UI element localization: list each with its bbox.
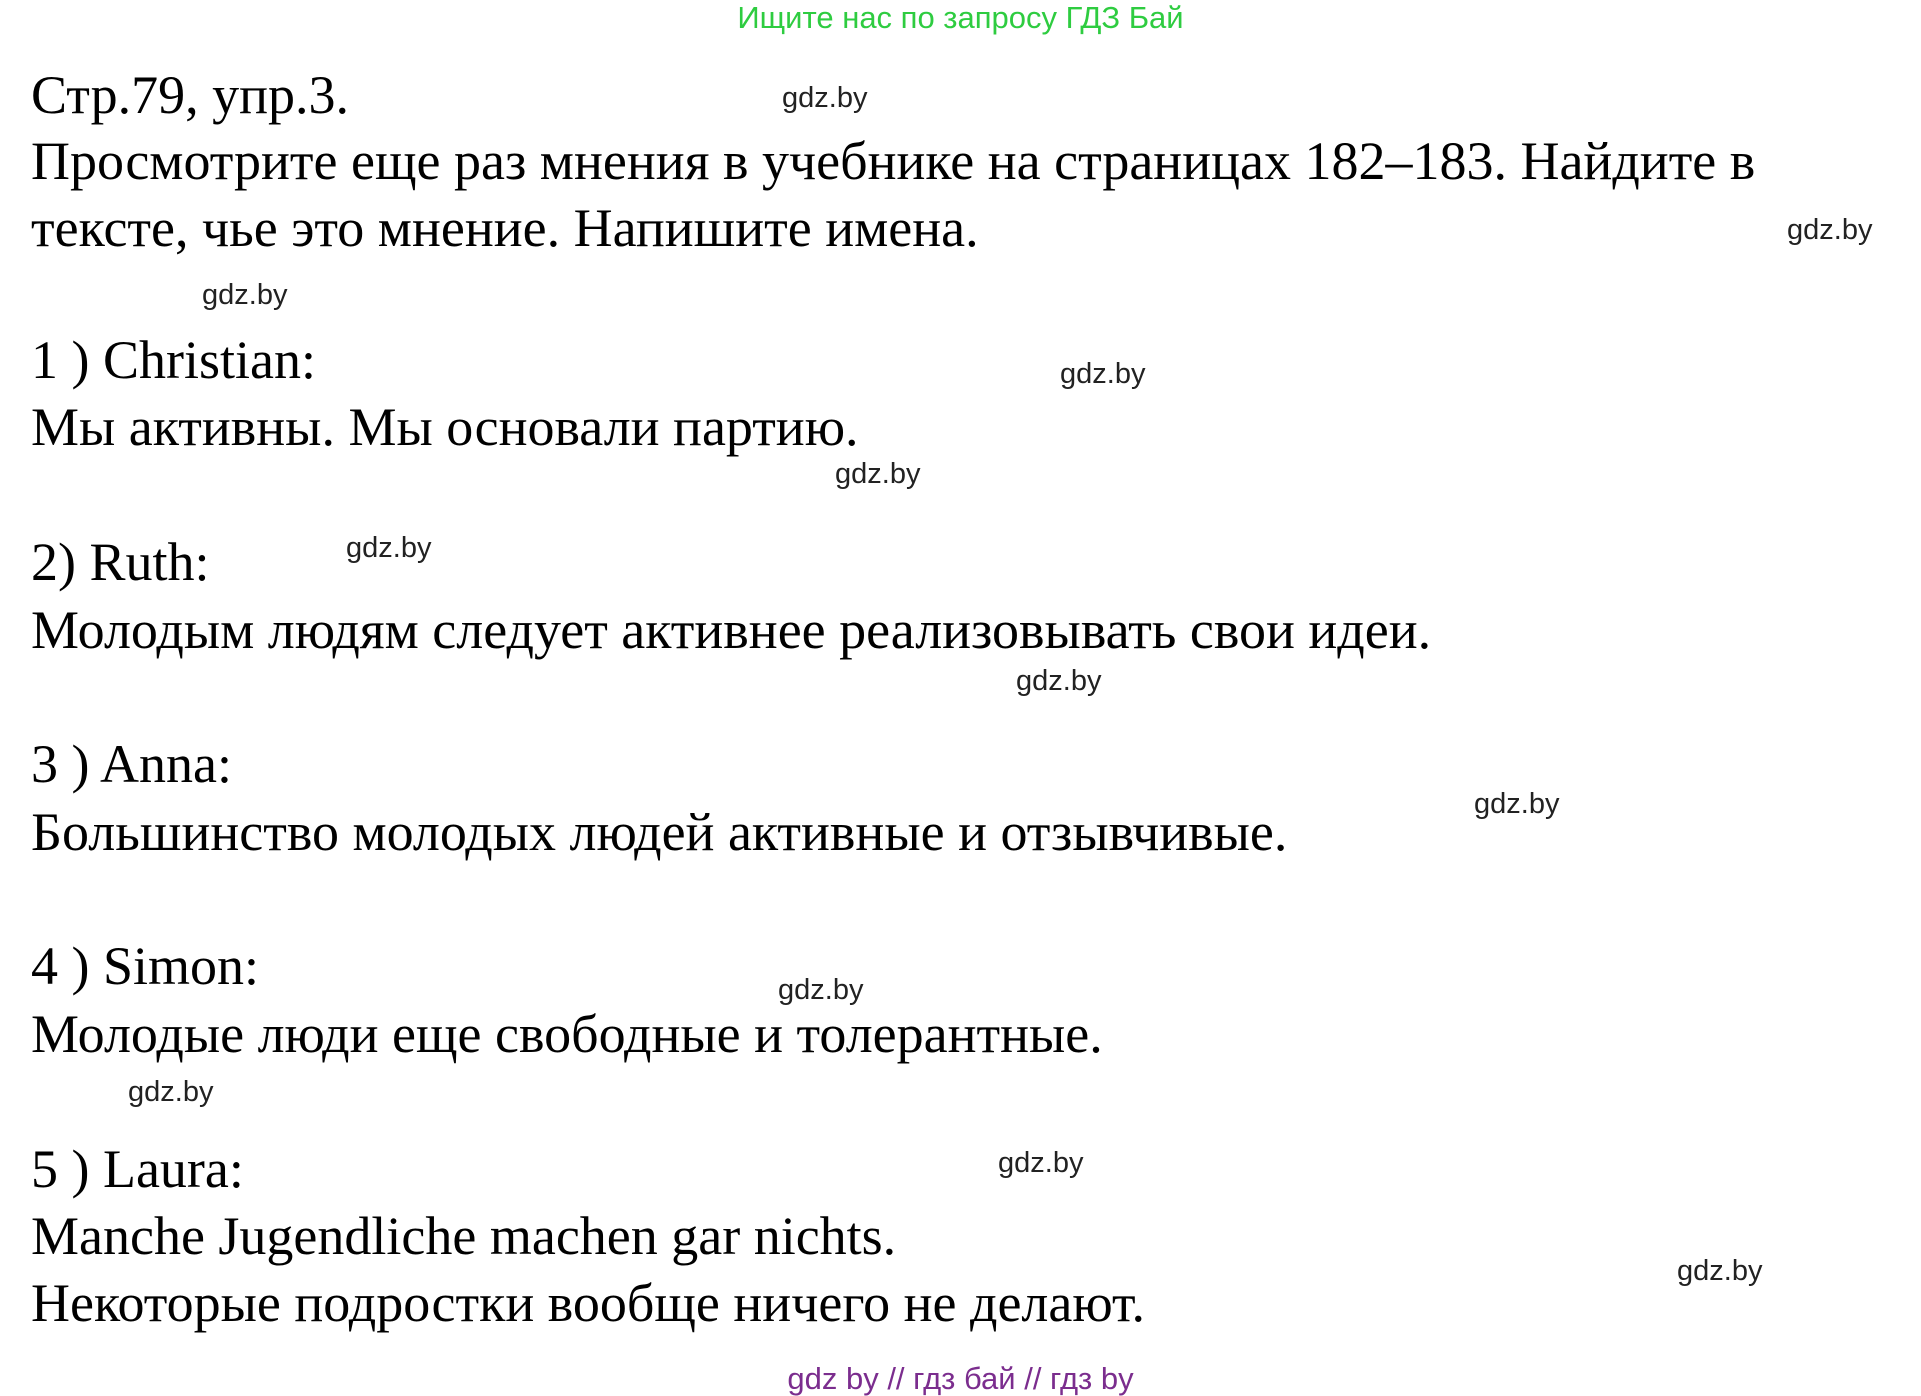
answer-3-label: 3 ) Anna: [31, 734, 232, 794]
watermark: gdz.by [1016, 665, 1102, 697]
watermark: gdz.by [835, 458, 921, 490]
answer-4-text: Молодые люди еще свободные и толерантные. [31, 1004, 1103, 1064]
watermark: gdz.by [998, 1147, 1084, 1179]
watermark: gdz.by [782, 82, 868, 114]
answer-2-text: Молодым людям следует активнее реализовывать свои идеи. [31, 600, 1432, 660]
watermark: gdz.by [1474, 788, 1560, 820]
answer-1-text: Мы активны. Мы основали партию. [31, 397, 859, 457]
answer-5-text-ru: Некоторые подростки вообще ничего не делают. [31, 1273, 1146, 1333]
watermark: gdz.by [346, 532, 432, 564]
watermark: gdz.by [128, 1076, 214, 1108]
top-search-banner: Ищите нас по запросу ГДЗ Бай [737, 0, 1184, 35]
answer-4-label: 4 ) Simon: [31, 936, 260, 996]
answer-5-text-de: Manche Jugendliche machen gar nichts. [31, 1206, 897, 1266]
watermark: gdz.by [1060, 358, 1146, 390]
instruction-line-2: тексте, чье это мнение. Напишите имена. [31, 198, 979, 258]
answer-1-label: 1 ) Christian: [31, 330, 316, 390]
watermark: gdz.by [778, 974, 864, 1006]
answer-5-label: 5 ) Laura: [31, 1139, 244, 1199]
watermark: gdz.by [202, 279, 288, 311]
instruction-line-1: Просмотрите еще раз мнения в учебнике на страницах 182–183. Найдите в [31, 131, 1756, 191]
answer-2-label: 2) Ruth: [31, 532, 210, 592]
exercise-reference: Стр.79, упр.3. [31, 65, 349, 125]
footer-watermark-banner: gdz by // гдз бай // гдз by [787, 1361, 1134, 1396]
watermark: gdz.by [1677, 1255, 1763, 1287]
answer-3-text: Большинство молодых людей активные и отзывчивые. [31, 802, 1288, 862]
watermark: gdz.by [1787, 214, 1873, 246]
